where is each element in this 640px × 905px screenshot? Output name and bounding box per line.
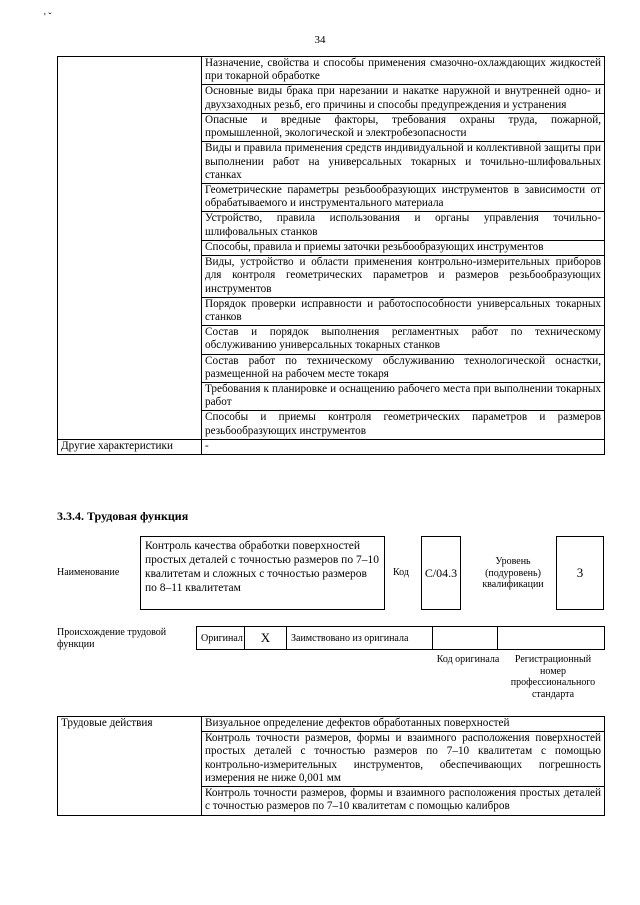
original-mark: Х [245, 627, 287, 649]
requirement-cell: Состав работ по техническому обслуживанию технологической оснастки, размещенной на рабочем месте токаря [202, 354, 605, 382]
table-row [58, 439, 605, 454]
requirement-cell: Порядок проверки исправности и работоспособности универсальных токарных станков [202, 297, 605, 325]
requirement-cell: Геометрические параметры резьбообразующих инструментов в зависимости от обрабатываемого и инструментального материала [202, 183, 605, 211]
requirement-cell: Состав и порядок выполнения регламентных работ по техническому обслуживанию универсальных токарных станков [202, 326, 605, 354]
function-code-box: С/04.3 [421, 536, 461, 610]
requirement-cell: Способы, правила и приемы заточки резьбообразующих инструментов [202, 240, 605, 255]
requirement-cell: Устройство, правила использования и органы управления точильно-шлифовальных станков [202, 212, 605, 240]
requirement-cell: Основные виды брака при нарезании и накатке наружной и внутренней одно- и двухзаходных резьб, его причины и способы предупреждения и устранения [202, 85, 605, 113]
table-row [58, 57, 605, 85]
original-code-cell [433, 627, 498, 649]
original-label: Оригинал [197, 627, 245, 649]
action-cell: Контроль точности размеров, формы и взаимного расположения простых деталей с точностью размеров по 7–10 квалитетам с помощью калибров [202, 787, 605, 815]
borrowed-label: Заимствовано из оригинала [287, 627, 433, 649]
requirement-cell: Виды, устройство и области применения контрольно-измерительных приборов для контроля геометрических параметров и размеров резьбообразующих инструментов [202, 256, 605, 298]
table-row [58, 717, 605, 732]
code-label: Код [393, 567, 409, 578]
other-characteristics-label: Другие характеристики [58, 439, 202, 454]
origin-row [196, 626, 605, 650]
level-box: 3 [556, 536, 604, 610]
level-label: Уровень (подуровень) квалификации [482, 556, 544, 590]
name-label: Наименование [57, 567, 120, 578]
other-characteristics-value: - [202, 439, 605, 454]
requirement-cell: Способы и приемы контроля геометрических параметров и размеров резьбообразующих инструментов [202, 411, 605, 439]
page-number: 34 [314, 34, 326, 46]
action-cell: Контроль точности размеров, формы и взаимного расположения поверхностей простых деталей с точностью размеров по 7–10 квалитетам с помощью контрольно-измерительных инструментов, обеспечивающих погрешность измерения не ниже 0,001 мм [202, 732, 605, 787]
registration-number-cell [498, 627, 604, 649]
requirement-cell: Опасные и вредные факторы, требования охраны труда, пожарной, промышленной, экологической и электробезопасности [202, 113, 605, 141]
origin-label: Происхождение трудовой функции [57, 627, 167, 650]
corner-mark: ' ˇ [44, 12, 52, 23]
function-name-box: Контроль качества обработки поверхностей простых деталей с точностью размеров по 7–10 квалитетам и сложных с точностью размеров по 8–11 квалитетам [140, 536, 385, 610]
requirement-cell: Назначение, свойства и способы применения смазочно-охлаждающих жидкостей при токарной обработке [202, 57, 605, 85]
requirement-cell: Виды и правила применения средств индивидуальной и коллективной защиты при выполнении работ на универсальных токарных и точильно-шлифовальных станках [202, 142, 605, 184]
labor-actions-label: Трудовые действия [58, 717, 202, 816]
labor-actions-table [57, 716, 605, 816]
section-title: 3.3.4. Трудовая функция [57, 509, 189, 523]
requirement-cell: Требования к планировке и оснащению рабочего места при выполнении токарных работ [202, 383, 605, 411]
registration-number-caption: Регистрационный номер профессионального стандарта [510, 654, 596, 700]
empty-cell [58, 57, 202, 440]
action-cell: Визуальное определение дефектов обработанных поверхностей [202, 717, 605, 732]
knowledge-requirements-table [57, 56, 605, 455]
original-code-caption: Код оригинала [436, 654, 500, 665]
